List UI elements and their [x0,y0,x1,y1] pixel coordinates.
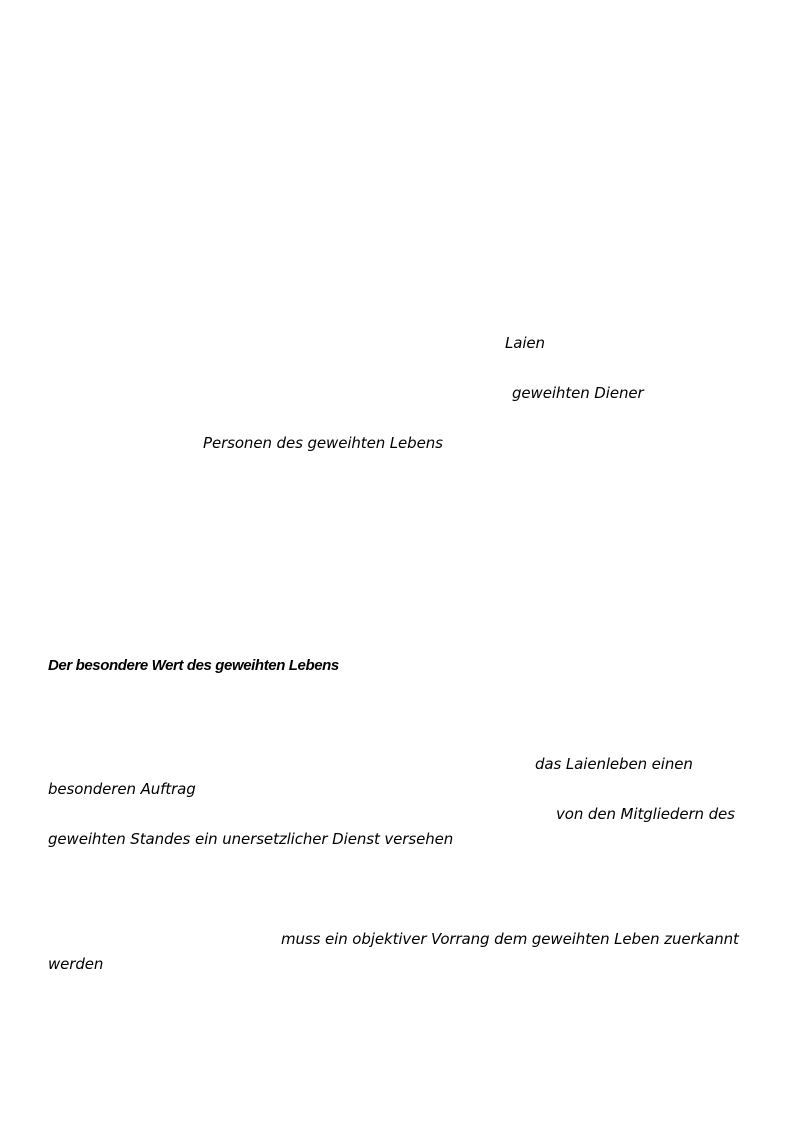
text-fragment-vorrang: muss ein objektiver Vorrang dem geweihten Leben zuerkannt [281,930,739,948]
text-fragment-mitgliedern: von den Mitgliedern des [556,805,735,823]
text-fragment-laien: Laien [505,334,545,352]
text-fragment-stand: geweihten Standes ein unersetzlicher Dienst versehen [48,830,454,848]
text-fragment-personen: Personen des geweihten Lebens [203,434,443,452]
text-fragment-geweihten-diener: geweihten Diener [512,384,644,402]
section-heading: Der besondere Wert des geweihten Lebens [48,657,339,674]
text-fragment-laienleben: das Laienleben einen [535,755,693,773]
text-fragment-auftrag: besonderen Auftrag [48,780,196,798]
text-fragment-werden: werden [48,955,104,973]
